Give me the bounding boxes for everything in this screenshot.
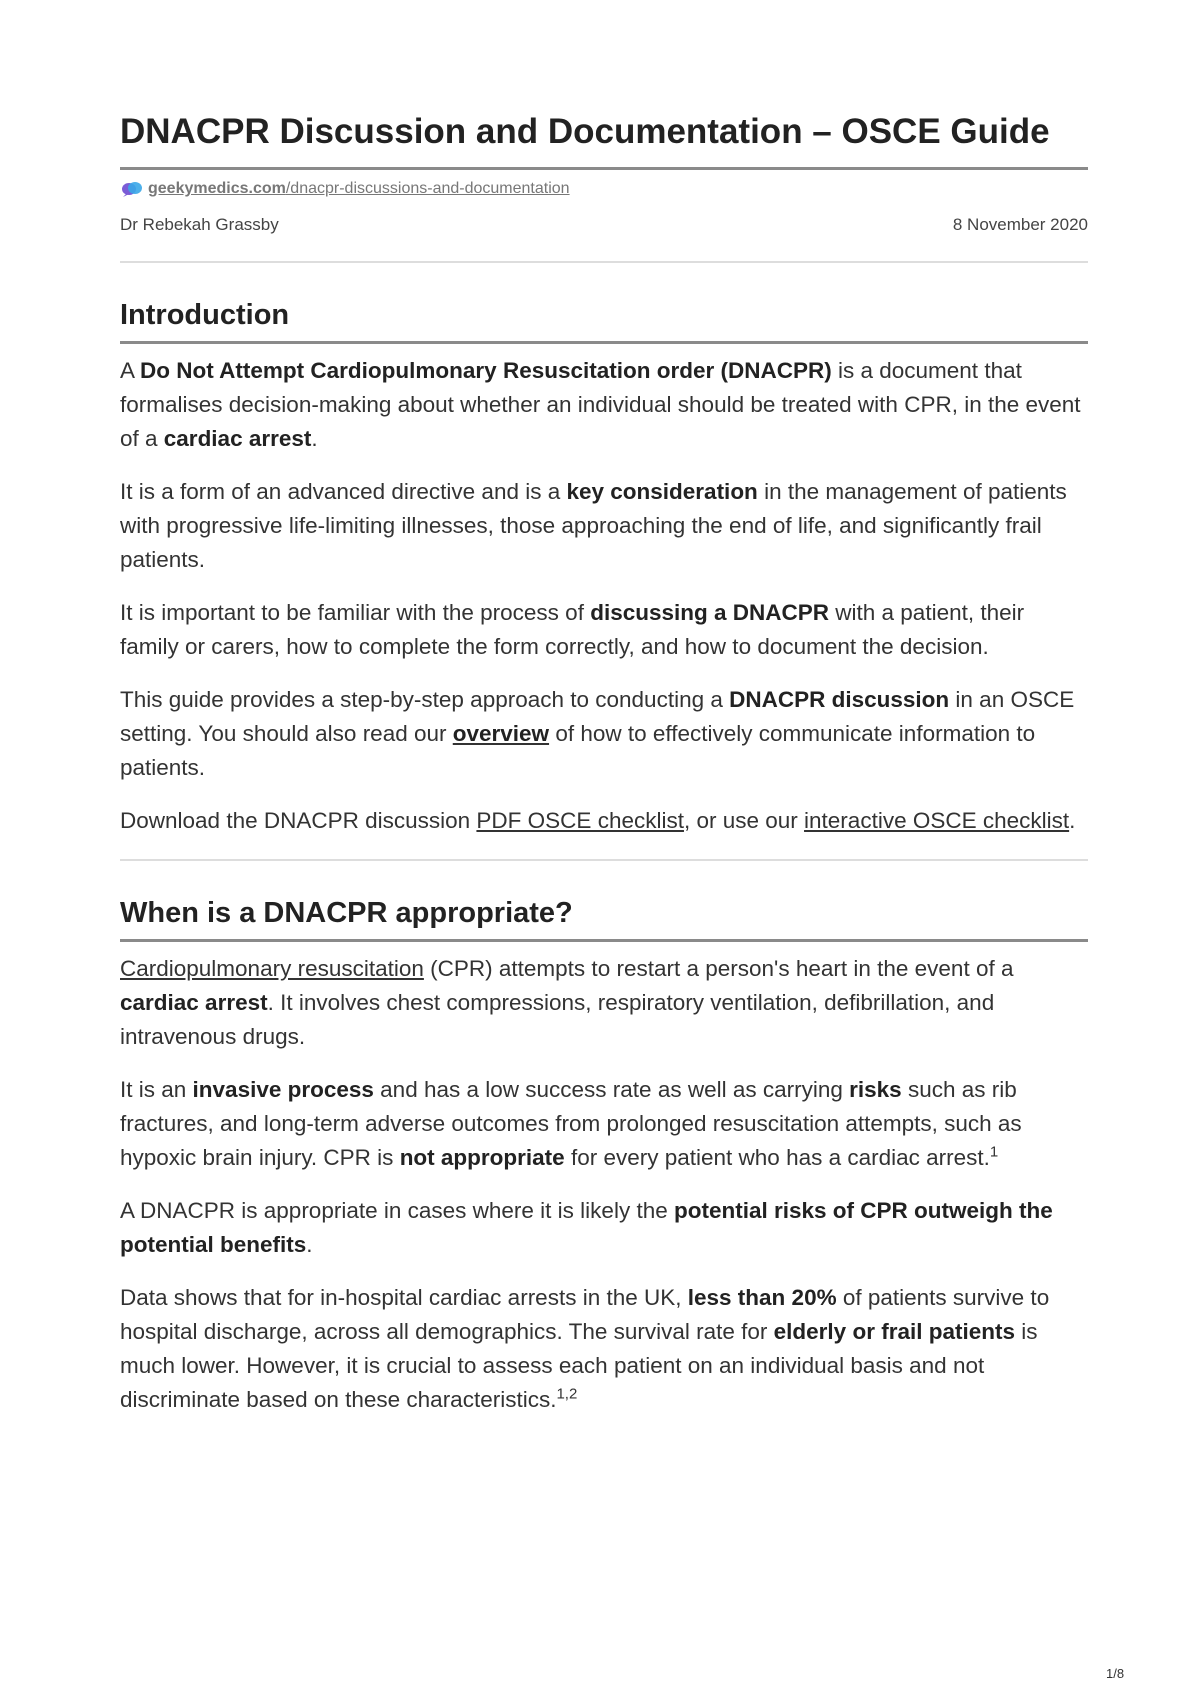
text-run: Data shows that for in-hospital cardiac arrests in the UK, [120, 1285, 688, 1310]
paragraph [120, 804, 1088, 838]
emphasis: cardiac arrest [163, 426, 312, 451]
emphasis: cardiac arrest [120, 990, 268, 1015]
section-heading: When is a DNACPR appropriate? [120, 897, 573, 929]
byline [120, 215, 1088, 235]
text-run: . [1069, 808, 1076, 833]
author: Dr Rebekah Grassby [120, 215, 279, 234]
article [120, 110, 1088, 1417]
section-heading: Introduction [120, 299, 290, 331]
text-run: of patients survive to hospital discharge, across all demographics. The survival rate for [120, 1285, 1050, 1344]
text-run: A DNACPR is appropriate in cases where it is likely the [120, 1198, 674, 1223]
emphasis: less than 20% [687, 1285, 837, 1310]
text-run: for every patient who has a cardiac arrest. [564, 1145, 990, 1170]
text-run: and has a low success rate as well as carrying [373, 1077, 850, 1102]
paragraph [120, 1281, 1088, 1417]
emphasis: key consideration [566, 479, 758, 504]
header-divider [120, 261, 1088, 263]
footnote-ref: 1,2 [556, 1385, 578, 1403]
source-domain: geekymedics.com [148, 180, 286, 197]
text-run: is a document that formalises decision-making about whether an individual should be treated with CPR, in the event of a [120, 358, 1081, 451]
text-run: Download the DNACPR discussion [120, 808, 477, 833]
text-run: . [306, 1232, 313, 1257]
paragraph [120, 1073, 1088, 1175]
geekymedics-logo-icon [120, 181, 144, 197]
emphasis: potential risks of CPR outweigh the potential benefits [120, 1198, 1053, 1257]
paragraph [120, 354, 1088, 456]
bold-link-text: overview [452, 721, 550, 746]
inline-link[interactable]: interactive OSCE checklist [804, 808, 1070, 833]
inline-link[interactable]: Cardiopulmonary resuscitation [120, 956, 424, 981]
heading-divider [120, 939, 1088, 942]
text-run: . [311, 426, 318, 451]
source-path: /dnacpr-discussions-and-documentation [285, 180, 570, 197]
emphasis: invasive process [192, 1077, 374, 1102]
text-run: is much lower. However, it is crucial to assess each patient on an individual basis and not discriminate based on these characteristics. [120, 1319, 1038, 1412]
emphasis: elderly or frail patients [773, 1319, 1015, 1344]
paragraph [120, 475, 1088, 577]
text-run: It is important to be familiar with the process of [120, 600, 591, 625]
text-run: of how to effectively communicate information to patients. [120, 721, 1036, 780]
page-title: DNACPR Discussion and Documentation – OSCE Guide [120, 112, 1050, 151]
text-run: . It involves chest compressions, respiratory ventilation, defibrillation, and intravenous drugs. [120, 990, 995, 1049]
heading-divider [120, 341, 1088, 344]
emphasis: risks [849, 1077, 902, 1102]
text-run: with a patient, their family or carers, how to complete the form correctly, and how to document the decision. [120, 600, 1025, 659]
emphasis: discussing a DNACPR [590, 600, 830, 625]
inline-link[interactable] [453, 721, 549, 746]
footnote-ref: 1 [989, 1143, 999, 1161]
text-run: It is a form of an advanced directive and is a [120, 479, 567, 504]
emphasis: Do Not Attempt Cardiopulmonary Resuscitation order (DNACPR) [140, 358, 832, 383]
text-run: , or use our [683, 808, 805, 833]
emphasis: DNACPR discussion [729, 687, 950, 712]
section-divider [120, 859, 1088, 861]
inline-link[interactable]: PDF OSCE checklist [476, 808, 684, 833]
text-run: This guide provides a step-by-step approach to conducting a [120, 687, 730, 712]
paragraph [120, 952, 1088, 1054]
page-number: 1/8 [1106, 1666, 1125, 1681]
text-run: It is an [120, 1077, 193, 1102]
source-line [120, 178, 1088, 200]
text-run: in the management of patients with progressive life-limiting illnesses, those approaching the end of life, and significantly frail patients. [120, 479, 1067, 572]
source-link[interactable] [148, 180, 570, 198]
text-run: A [120, 358, 141, 383]
section-introduction [120, 297, 1088, 838]
text-run: in an OSCE setting. You should also read our [120, 687, 1075, 746]
text-run: such as rib fractures, and long-term adverse outcomes from prolonged resuscitation attempts, such as hypoxic brain injury. CPR is [120, 1077, 1022, 1170]
title-divider [120, 167, 1088, 170]
paragraph [120, 1194, 1088, 1262]
paragraph [120, 683, 1088, 785]
emphasis: not appropriate [399, 1145, 565, 1170]
section-when-appropriate [120, 895, 1088, 1417]
paragraph [120, 596, 1088, 664]
publish-date: 8 November 2020 [952, 215, 1088, 234]
text-run: (CPR) attempts to restart a person's heart in the event of a [423, 956, 1014, 981]
